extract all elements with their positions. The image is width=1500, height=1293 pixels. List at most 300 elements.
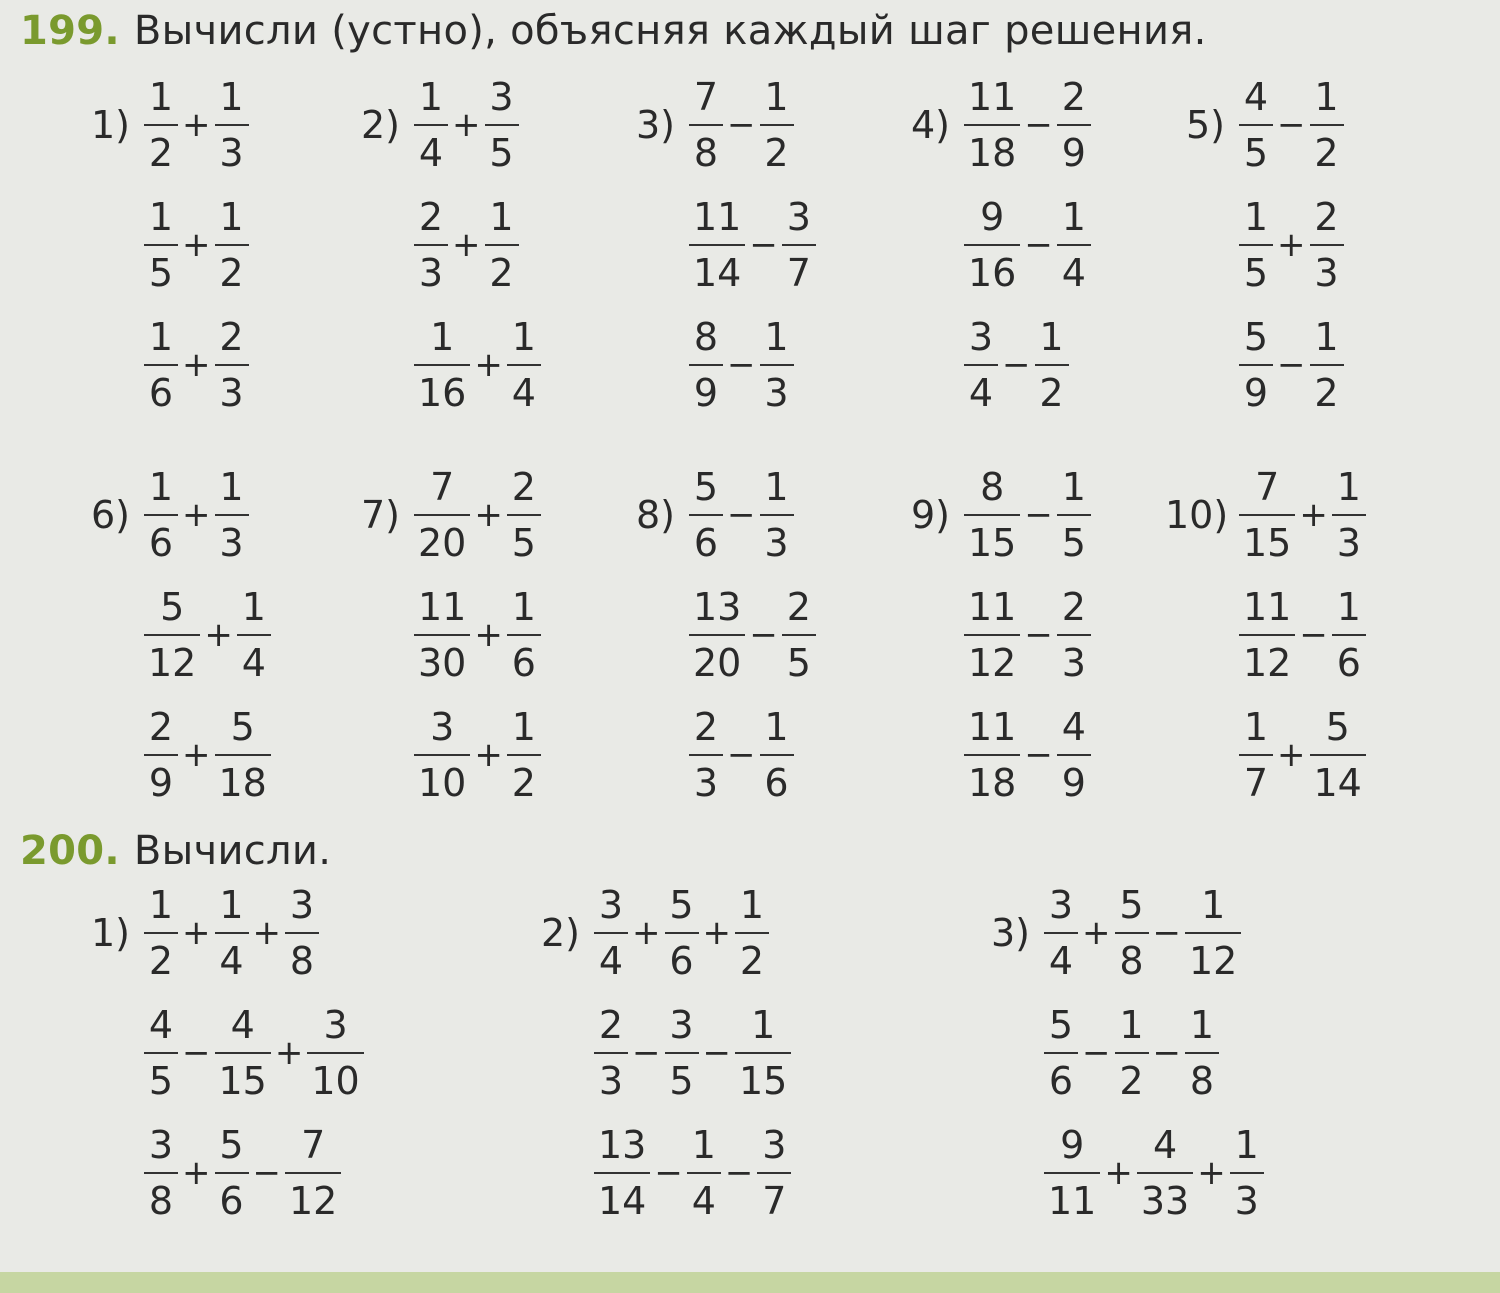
fraction (215, 464, 249, 566)
fraction-bar (1230, 1172, 1264, 1174)
fraction (1044, 1122, 1100, 1224)
fraction-bar (689, 634, 745, 636)
denominator: 18 (968, 131, 1017, 175)
denominator: 5 (1243, 131, 1269, 175)
fraction-bar (760, 364, 794, 366)
fraction (485, 74, 519, 176)
expression (414, 314, 541, 416)
minus-sign: − (1024, 495, 1053, 535)
expression (1044, 1122, 1264, 1224)
fraction-bar (144, 754, 178, 756)
expression-row (615, 190, 816, 300)
denominator: 3 (598, 1059, 624, 1103)
fraction (760, 704, 794, 806)
denominator: 9 (693, 371, 719, 415)
denominator: 8 (1119, 939, 1144, 983)
problem-3 (615, 70, 816, 420)
denominator: 4 (1048, 939, 1074, 983)
plus-sign: + (1104, 1153, 1133, 1193)
denominator: 15 (1243, 521, 1292, 565)
numerator: 1 (489, 195, 514, 239)
fraction-bar (1044, 1172, 1100, 1174)
denominator: 3 (1061, 641, 1086, 685)
fraction (414, 584, 470, 686)
expression-row (970, 1118, 1264, 1228)
fraction-bar (507, 514, 541, 516)
fraction (735, 882, 769, 984)
expression-row (890, 700, 1091, 810)
plus-sign: + (182, 495, 211, 535)
expression (689, 464, 794, 566)
fraction (594, 1122, 650, 1224)
plus-sign: + (204, 615, 233, 655)
problem-label: 1) (90, 911, 130, 955)
plus-sign: + (1277, 735, 1306, 775)
fraction (144, 194, 178, 296)
denominator: 3 (1336, 521, 1361, 565)
fraction-bar (507, 754, 541, 756)
exercise-title: Вычисли (устно), объясняя каждый шаг решения. (133, 8, 1207, 54)
expression-row (70, 700, 271, 810)
expression-row (1165, 460, 1366, 570)
minus-sign: − (1024, 105, 1053, 145)
fraction (414, 74, 448, 176)
problem-label: 1) (90, 103, 130, 147)
expression (594, 1002, 791, 1104)
fraction (215, 194, 249, 296)
numerator: 2 (1061, 585, 1086, 629)
fraction (414, 314, 470, 416)
fraction (1310, 704, 1366, 806)
fraction-bar (782, 634, 816, 636)
fraction-bar (215, 1172, 249, 1174)
numerator: 1 (511, 705, 536, 749)
fraction (1239, 704, 1273, 806)
denominator: 16 (418, 371, 467, 415)
plus-sign: + (274, 1033, 304, 1073)
fraction-bar (1057, 634, 1091, 636)
denominator: 4 (219, 939, 244, 983)
fraction (1230, 1122, 1264, 1224)
expression-row (340, 580, 541, 690)
fraction (285, 1122, 341, 1224)
minus-sign: − (1002, 345, 1031, 385)
expression (414, 74, 519, 176)
expression-row (890, 580, 1091, 690)
denominator: 4 (511, 371, 536, 415)
minus-sign: − (727, 495, 756, 535)
fraction (760, 74, 794, 176)
plus-sign: + (252, 913, 281, 953)
fraction-bar (215, 932, 249, 934)
denominator: 3 (693, 761, 719, 805)
denominator: 4 (241, 641, 266, 685)
expression (1239, 584, 1366, 686)
expression (1239, 194, 1344, 296)
fraction-bar (1332, 514, 1366, 516)
fraction (215, 1002, 271, 1104)
denominator: 4 (968, 371, 994, 415)
denominator: 6 (511, 641, 536, 685)
expression (1239, 464, 1366, 566)
fraction (689, 194, 745, 296)
denominator: 12 (289, 1179, 338, 1223)
fraction-bar (1185, 932, 1241, 934)
denominator: 7 (1243, 761, 1269, 805)
expression (1239, 314, 1344, 416)
numerator: 13 (693, 585, 742, 629)
fraction (414, 704, 470, 806)
problem-label: 3) (635, 103, 675, 147)
numerator: 1 (1336, 585, 1361, 629)
expression-row (890, 460, 1091, 570)
fraction (507, 704, 541, 806)
minus-sign: − (1152, 1033, 1181, 1073)
fraction-bar (1310, 364, 1344, 366)
denominator: 15 (739, 1059, 788, 1103)
denominator: 20 (693, 641, 742, 685)
denominator: 2 (1119, 1059, 1144, 1103)
numerator: 5 (230, 705, 255, 749)
numerator: 1 (739, 883, 765, 927)
denominator: 9 (1061, 131, 1086, 175)
fraction-bar (285, 932, 319, 934)
denominator: 9 (1243, 371, 1269, 415)
numerator: 1 (418, 75, 444, 119)
denominator: 2 (1314, 131, 1339, 175)
fraction-bar (215, 244, 249, 246)
fraction-bar (735, 932, 769, 934)
numerator: 11 (693, 195, 742, 239)
fraction-bar (1310, 124, 1344, 126)
minus-sign: − (727, 345, 756, 385)
fraction-bar (1115, 1052, 1149, 1054)
denominator: 6 (1048, 1059, 1074, 1103)
fraction-bar (144, 634, 200, 636)
exercise-200-heading (20, 828, 331, 874)
fraction (215, 1122, 249, 1224)
expression (414, 584, 541, 686)
minus-sign: − (1277, 345, 1306, 385)
plus-sign: + (702, 913, 731, 953)
expression (964, 194, 1091, 296)
fraction-bar (144, 1052, 178, 1054)
fraction-bar (414, 754, 470, 756)
fraction-bar (760, 754, 794, 756)
fraction-bar (1310, 244, 1344, 246)
fraction (1057, 74, 1091, 176)
problem-10 (1165, 460, 1366, 810)
numerator: 11 (418, 585, 467, 629)
expression (964, 464, 1091, 566)
minus-sign: − (749, 615, 778, 655)
fraction-bar (689, 244, 745, 246)
fraction (964, 704, 1020, 806)
denominator: 4 (418, 131, 444, 175)
fraction (215, 314, 249, 416)
denominator: 3 (1314, 251, 1339, 295)
denominator: 2 (219, 251, 244, 295)
plus-sign: + (452, 225, 481, 265)
denominator: 3 (219, 131, 244, 175)
fraction (1239, 194, 1273, 296)
expression-row (70, 460, 271, 570)
fraction-bar (1115, 932, 1149, 934)
expression-row (1165, 310, 1344, 420)
numerator: 1 (1189, 1003, 1215, 1047)
numerator: 5 (1119, 883, 1144, 927)
numerator: 1 (241, 585, 266, 629)
expression-row (1165, 70, 1344, 180)
fraction (1185, 882, 1241, 984)
fraction (144, 1122, 178, 1224)
denominator: 12 (1243, 641, 1292, 685)
fraction-bar (687, 1172, 721, 1174)
exercise-number: 199. (20, 8, 120, 54)
fraction-bar (1035, 364, 1069, 366)
exercise-number: 200. (20, 828, 120, 874)
denominator: 2 (764, 131, 789, 175)
fraction-bar (1057, 514, 1091, 516)
fraction (1239, 584, 1295, 686)
fraction-bar (1239, 124, 1273, 126)
numerator: 7 (693, 75, 719, 119)
numerator: 1 (1336, 465, 1361, 509)
fraction-bar (215, 364, 249, 366)
minus-sign: − (632, 1033, 661, 1073)
minus-sign: − (1024, 735, 1053, 775)
fraction (1044, 1002, 1078, 1104)
fraction (1310, 314, 1344, 416)
fraction (1057, 464, 1091, 566)
denominator: 3 (219, 371, 244, 415)
fraction (1332, 464, 1366, 566)
problem-3 (970, 878, 1264, 1228)
fraction (1044, 882, 1078, 984)
numerator: 1 (1061, 465, 1086, 509)
fraction-bar (689, 124, 723, 126)
denominator: 18 (218, 761, 267, 805)
fraction-bar (1044, 932, 1078, 934)
numerator: 5 (1048, 1003, 1074, 1047)
denominator: 3 (764, 521, 789, 565)
problem-2 (340, 70, 541, 420)
fraction (757, 1122, 791, 1224)
page-bottom-stripe (0, 1272, 1500, 1293)
minus-sign: − (1277, 105, 1306, 145)
numerator: 13 (598, 1123, 647, 1167)
fraction (144, 704, 178, 806)
numerator: 1 (148, 195, 174, 239)
denominator: 3 (1234, 1179, 1259, 1223)
fraction-bar (964, 244, 1020, 246)
denominator: 8 (1189, 1059, 1215, 1103)
fraction (215, 704, 271, 806)
fraction (689, 704, 723, 806)
fraction-bar (689, 754, 723, 756)
fraction-bar (1137, 1172, 1193, 1174)
fraction (1115, 882, 1149, 984)
fraction-bar (760, 514, 794, 516)
denominator: 10 (418, 761, 467, 805)
fraction-bar (507, 634, 541, 636)
denominator: 3 (418, 251, 444, 295)
denominator: 15 (968, 521, 1017, 565)
fraction-bar (757, 1172, 791, 1174)
denominator: 7 (786, 251, 811, 295)
numerator: 1 (511, 315, 536, 359)
expression (144, 1002, 364, 1104)
denominator: 5 (511, 521, 536, 565)
expression-row (70, 190, 249, 300)
fraction-bar (964, 754, 1020, 756)
fraction (1057, 704, 1091, 806)
fraction (307, 1002, 363, 1104)
fraction-bar (964, 364, 998, 366)
numerator: 4 (1061, 705, 1086, 749)
minus-sign: − (182, 1033, 211, 1073)
numerator: 1 (1119, 1003, 1144, 1047)
fraction (144, 74, 178, 176)
expression (144, 704, 271, 806)
numerator: 5 (669, 883, 694, 927)
fraction-bar (782, 244, 816, 246)
numerator: 2 (418, 195, 444, 239)
fraction-bar (735, 1052, 791, 1054)
plus-sign: + (474, 495, 503, 535)
fraction (1185, 1002, 1219, 1104)
plus-sign: + (182, 735, 211, 775)
denominator: 6 (1336, 641, 1361, 685)
fraction (485, 194, 519, 296)
expression-row (520, 1118, 791, 1228)
numerator: 5 (160, 585, 185, 629)
fraction-bar (414, 124, 448, 126)
exercise-title: Вычисли. (133, 828, 332, 874)
numerator: 7 (1255, 465, 1280, 509)
problem-label: 2) (540, 911, 580, 955)
plus-sign: + (474, 345, 503, 385)
numerator: 5 (693, 465, 719, 509)
fraction-bar (1239, 514, 1295, 516)
numerator: 3 (148, 1123, 174, 1167)
problem-label: 6) (90, 493, 130, 537)
expression (689, 74, 794, 176)
problem-label: 10) (1165, 493, 1229, 537)
fraction-bar (594, 1172, 650, 1174)
expression (689, 314, 794, 416)
numerator: 1 (1243, 705, 1269, 749)
numerator: 1 (511, 585, 536, 629)
denominator: 3 (764, 371, 789, 415)
problem-9 (890, 460, 1091, 810)
numerator: 1 (219, 883, 244, 927)
problem-6 (70, 460, 271, 810)
fraction-bar (1239, 634, 1295, 636)
expression-row (1165, 700, 1366, 810)
problem-1 (70, 878, 364, 1228)
denominator: 9 (148, 761, 174, 805)
numerator: 1 (219, 75, 244, 119)
denominator: 10 (311, 1059, 360, 1103)
denominator: 4 (1061, 251, 1086, 295)
fraction-bar (1185, 1052, 1219, 1054)
expression-row (340, 700, 541, 810)
fraction (689, 314, 723, 416)
fraction (507, 584, 541, 686)
numerator: 1 (764, 75, 789, 119)
expression-row (340, 190, 541, 300)
numerator: 4 (230, 1003, 255, 1047)
expression (414, 464, 541, 566)
fraction-bar (414, 634, 470, 636)
fraction-bar (689, 514, 723, 516)
denominator: 7 (762, 1179, 787, 1223)
minus-sign: − (1152, 913, 1181, 953)
fraction (687, 1122, 721, 1224)
denominator: 8 (289, 939, 315, 983)
fraction (1115, 1002, 1149, 1104)
fraction (215, 74, 249, 176)
fraction (215, 882, 249, 984)
expression (1239, 704, 1366, 806)
fraction-bar (215, 124, 249, 126)
expression-row (1165, 190, 1344, 300)
fraction (735, 1002, 791, 1104)
numerator: 3 (669, 1003, 694, 1047)
denominator: 8 (148, 1179, 174, 1223)
fraction-bar (665, 1052, 699, 1054)
denominator: 33 (1140, 1179, 1190, 1223)
fraction-bar (665, 932, 699, 934)
minus-sign: − (727, 105, 756, 145)
denominator: 2 (489, 251, 514, 295)
numerator: 1 (1201, 883, 1226, 927)
denominator: 14 (693, 251, 742, 295)
fraction (1239, 314, 1273, 416)
denominator: 16 (968, 251, 1017, 295)
numerator: 2 (693, 705, 719, 749)
fraction-bar (594, 932, 628, 934)
expression-row (520, 878, 791, 988)
fraction (507, 314, 541, 416)
expression-row (970, 878, 1264, 988)
expression-row (615, 700, 816, 810)
fraction (689, 74, 723, 176)
denominator: 5 (1061, 521, 1086, 565)
numerator: 3 (430, 705, 455, 749)
fraction (964, 314, 998, 416)
fraction (237, 584, 271, 686)
plus-sign: + (474, 735, 503, 775)
numerator: 11 (968, 75, 1017, 119)
plus-sign: + (182, 913, 211, 953)
denominator: 5 (489, 131, 514, 175)
numerator: 5 (1325, 705, 1350, 749)
minus-sign: − (252, 1153, 281, 1193)
fraction (507, 464, 541, 566)
plus-sign: + (452, 105, 481, 145)
fraction-bar (1239, 364, 1273, 366)
fraction-bar (485, 124, 519, 126)
fraction-bar (1239, 754, 1273, 756)
numerator: 2 (786, 585, 811, 629)
problem-label: 2) (360, 103, 400, 147)
fraction-bar (1332, 634, 1366, 636)
denominator: 14 (598, 1179, 647, 1223)
fraction (1239, 464, 1295, 566)
fraction-bar (144, 364, 178, 366)
